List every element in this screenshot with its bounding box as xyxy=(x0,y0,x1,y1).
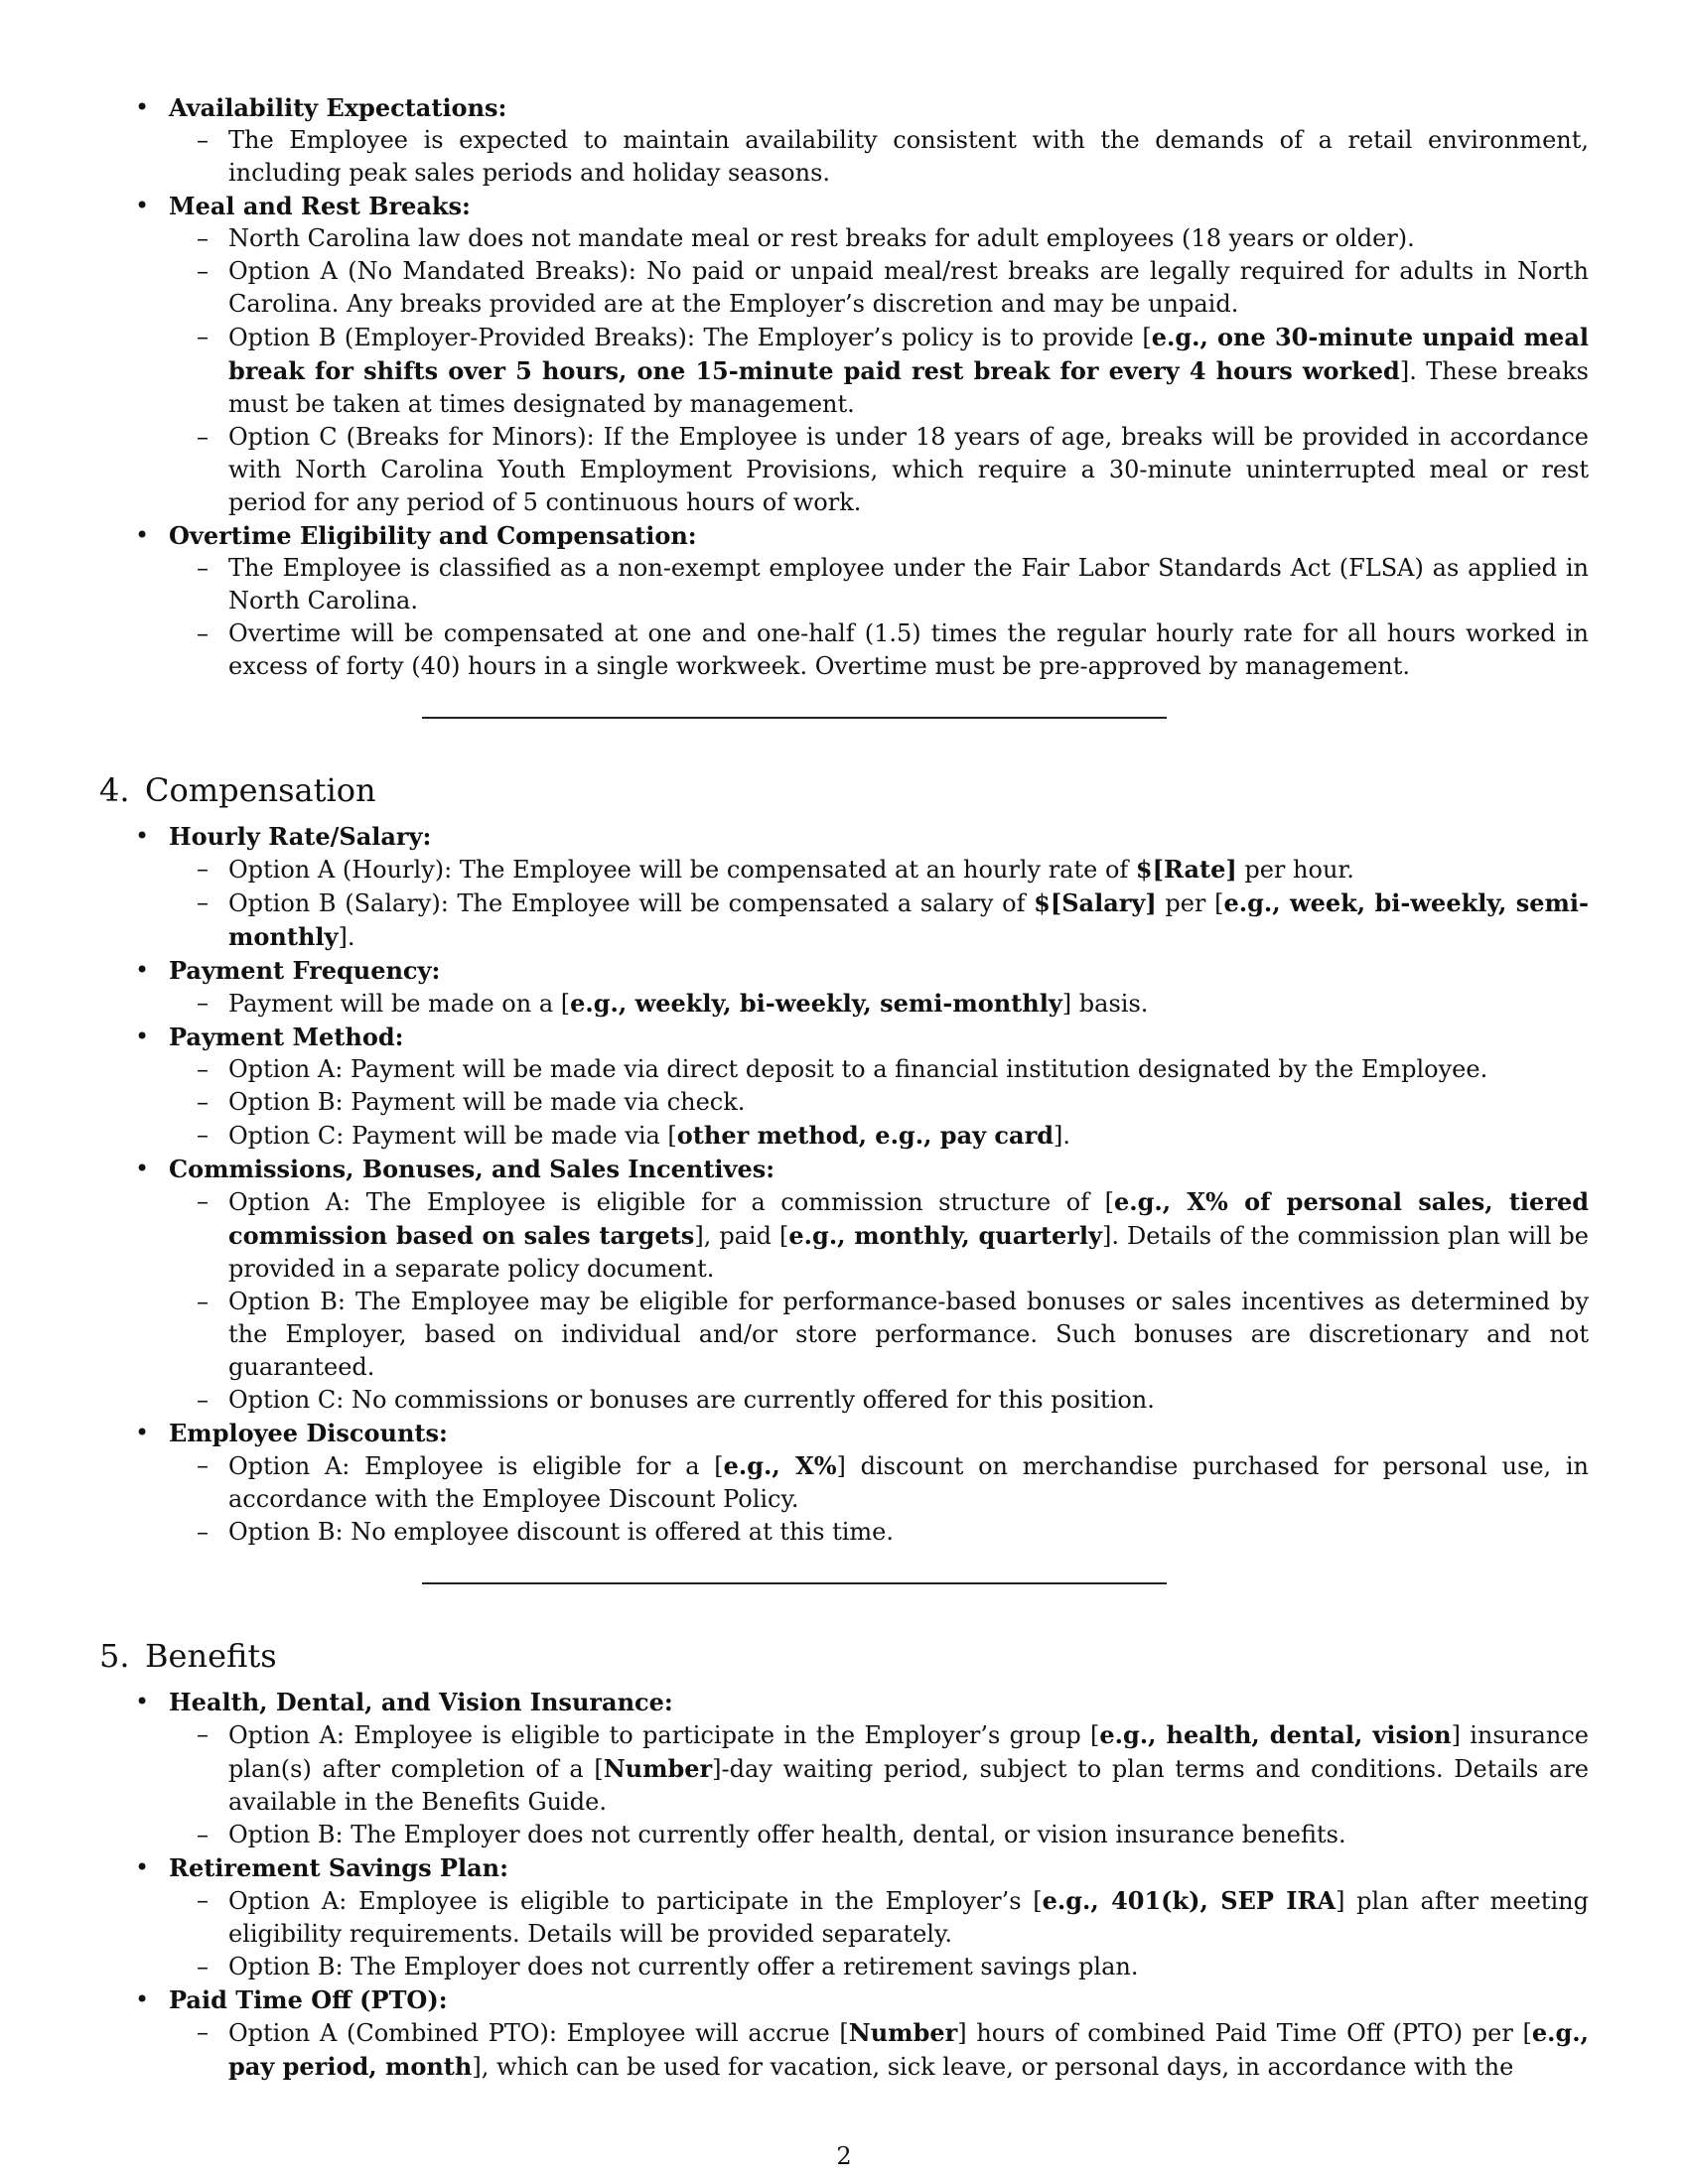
pto-option-a: – Option A (Combined PTO): Employee will accrue [Number] hours of combined Paid Time Off (PTO) per [e.g., pay period, month], which can be used for vacation, sick leave, or personal days, in accordance with the xyxy=(169,2016,1589,2084)
list-item xyxy=(99,519,1589,683)
method-option-b: – Option B: Payment will be made via check. xyxy=(169,1086,1589,1119)
health-option-b: – Option B: The Employer does not currently offer health, dental, or vision insurance benefits. xyxy=(169,1819,1589,1851)
section-heading-compensation: 4. Compensation xyxy=(99,771,376,809)
availability-heading: • Availability Expectations: xyxy=(169,93,507,122)
method-option-a: – Option A: Payment will be made via direct deposit to a financial institution designated by the Employee. xyxy=(169,1053,1589,1086)
section-divider xyxy=(422,1582,1167,1584)
list-item xyxy=(99,190,1589,519)
commissions-option-c: – Option C: No commissions or bonuses are currently offered for this position. xyxy=(169,1384,1589,1417)
section-divider xyxy=(422,717,1167,719)
meal-option-a: – Option A (No Mandated Breaks): No paid or unpaid meal/rest breaks are legally required for adults in North Carolina. Any breaks provided are at the Employer’s discretion and may be unpaid. xyxy=(169,255,1589,321)
meal-text-1: – North Carolina law does not mandate meal or rest breaks for adult employees (18 years or older). xyxy=(169,222,1589,255)
document-page xyxy=(99,91,1589,2084)
frequency-heading: • Payment Frequency: xyxy=(169,956,441,985)
list-item xyxy=(99,1153,1589,1417)
discounts-heading: • Employee Discounts: xyxy=(169,1419,448,1447)
benefits-list xyxy=(99,1686,1589,2084)
list-item xyxy=(99,954,1589,1021)
list-item xyxy=(99,1851,1589,1983)
rate-heading: • Hourly Rate/Salary: xyxy=(169,822,432,851)
section3-continued-list xyxy=(99,91,1589,683)
availability-text: – The Employee is expected to maintain availability consistent with the demands of a retail environment, including peak sales periods and holiday seasons. xyxy=(169,124,1589,190)
list-item xyxy=(99,1983,1589,2084)
list-item xyxy=(99,1417,1589,1549)
commissions-option-b: – Option B: The Employee may be eligible for performance-based bonuses or sales incentives as determined by the Employer, based on individual and/or store performance. Such bonuses are discretionary and not guaranteed. xyxy=(169,1286,1589,1384)
overtime-text-1: – The Employee is classified as a non-exempt employee under the Fair Labor Standards Act (FLSA) as applied in North Carolina. xyxy=(169,552,1589,617)
list-item xyxy=(99,1021,1589,1153)
retirement-option-b: – Option B: The Employer does not currently offer a retirement savings plan. xyxy=(169,1951,1589,1983)
meal-option-c: – Option C (Breaks for Minors): If the Employee is under 18 years of age, breaks will be provided in accordance with North Carolina Youth Employment Provisions, which require a 30-minute uninterrupted meal or rest period for any period of 5 continuous hours of work. xyxy=(169,421,1589,519)
overtime-text-2: – Overtime will be compensated at one and one-half (1.5) times the regular hourly rate for all hours worked in excess of forty (40) hours in a single workweek. Overtime must be pre-approved by management. xyxy=(169,617,1589,683)
meal-option-b: – Option B (Employer-Provided Breaks): The Employer’s policy is to provide [e.g., one 30-minute unpaid meal break for shifts over 5 hours, one 15-minute paid rest break for every 4 hours worked]. These breaks must be taken at times designated by management. xyxy=(169,321,1589,421)
method-option-c: – Option C: Payment will be made via [other method, e.g., pay card]. xyxy=(169,1119,1589,1153)
list-item xyxy=(99,820,1589,954)
meal-breaks-heading: • Meal and Rest Breaks: xyxy=(169,192,471,220)
retirement-heading: • Retirement Savings Plan: xyxy=(169,1853,508,1882)
section-heading-benefits: 5. Benefits xyxy=(99,1637,277,1675)
commissions-heading: • Commissions, Bonuses, and Sales Incentives: xyxy=(169,1155,775,1183)
frequency-text: – Payment will be made on a [e.g., weekly, bi-weekly, semi-monthly] basis. xyxy=(169,987,1589,1021)
page-number: 2 xyxy=(836,2142,852,2170)
list-item xyxy=(99,91,1589,190)
list-item xyxy=(99,1686,1589,1851)
retirement-option-a: – Option A: Employee is eligible to participate in the Employer’s [e.g., 401(k), SEP IRA] plan after meeting eligibility requirements. Details will be provided separately. xyxy=(169,1884,1589,1951)
discounts-option-b: – Option B: No employee discount is offered at this time. xyxy=(169,1516,1589,1549)
discounts-option-a: – Option A: Employee is eligible for a [e.g., X%] discount on merchandise purchased for personal use, in accordance with the Employee Discount Policy. xyxy=(169,1449,1589,1516)
commissions-option-a: – Option A: The Employee is eligible for a commission structure of [e.g., X% of personal sales, tiered commission based on sales targets], paid [e.g., monthly, quarterly]. Details of the commission plan will be provided in a separate policy document. xyxy=(169,1185,1589,1286)
rate-option-b: – Option B (Salary): The Employee will be compensated a salary of $[Salary] per [e.g., week, bi-weekly, semi-monthly]. xyxy=(169,887,1589,954)
overtime-heading: • Overtime Eligibility and Compensation: xyxy=(169,521,697,550)
method-heading: • Payment Method: xyxy=(169,1023,404,1051)
rate-option-a: – Option A (Hourly): The Employee will be compensated at an hourly rate of $[Rate] per hour. xyxy=(169,853,1589,887)
health-option-a: – Option A: Employee is eligible to participate in the Employer’s group [e.g., health, dental, vision] insurance plan(s) after completion of a [Number]-day waiting period, subject to plan terms and conditions. Details are available in the Benefits Guide. xyxy=(169,1718,1589,1819)
compensation-list xyxy=(99,820,1589,1549)
health-heading: • Health, Dental, and Vision Insurance: xyxy=(169,1688,673,1716)
pto-heading: • Paid Time Off (PTO): xyxy=(169,1985,448,2014)
